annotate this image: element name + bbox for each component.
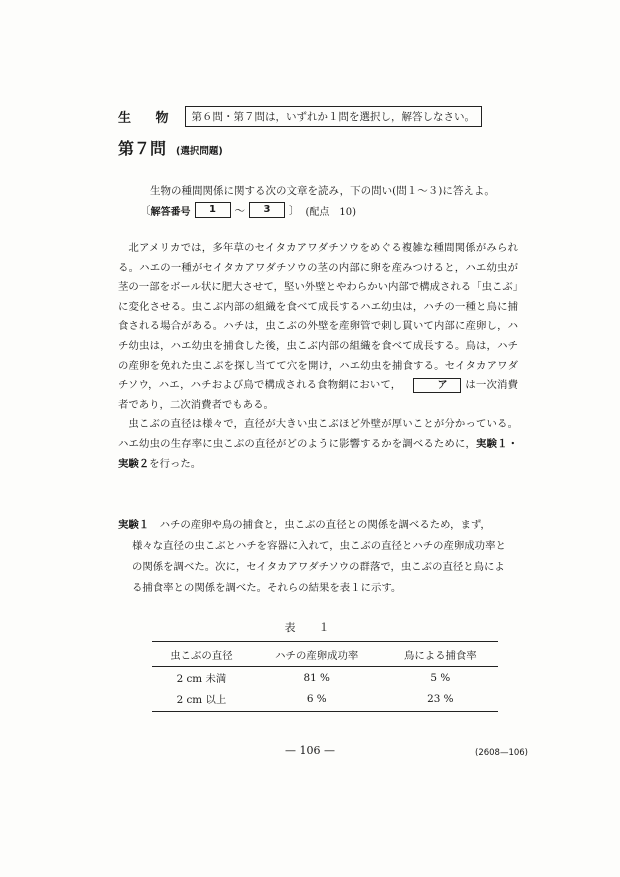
- selection-note: (選択問題): [176, 146, 223, 157]
- page-number: — 106 —: [285, 744, 335, 757]
- experiment-line-3: の関係を調べた。次に，セイタカアワダチソウの群落で，虫こぶの直径と鳥によ: [132, 561, 505, 573]
- table-cell: 2 cm 以上: [152, 688, 251, 712]
- table-header-row: [152, 642, 498, 667]
- page-code: (2608—106): [475, 748, 528, 758]
- question-intro: 生物の種間関係に関する次の文章を読み，下の問い(問１～３)に答えよ。: [150, 185, 495, 197]
- passage: [118, 239, 518, 474]
- table-cell: 6 %: [251, 688, 383, 712]
- table-cell: 23 %: [383, 688, 498, 712]
- answer-box-from: 1: [195, 202, 231, 218]
- instruction-box: 第６問・第７問は，いずれか１問を選択し，解答しなさい。: [185, 106, 483, 127]
- table-header: ハチの産卵成功率: [251, 642, 383, 667]
- question-number: 第７問: [118, 139, 167, 158]
- answer-box-to: 3: [249, 202, 285, 218]
- header-row: [118, 106, 482, 127]
- experiment-text-1: ハチの産卵や鳥の捕食と，虫こぶの直径との関係を調べるため，まず，: [159, 519, 491, 531]
- experiment-line-1: [118, 515, 526, 536]
- close-bracket: 〕: [289, 204, 300, 217]
- passage-text-1: 北アメリカでは，多年草のセイタカアワダチソウをめぐる複雑な種間関係がみられる。ハエの一種がセイタカアワダチソウの茎の内部に卵を産みつけると，ハエ幼虫が茎の一部をボール状に肥大させて，堅い外壁とやわらかい内部で構成される「虫こぶ」に変化させる。虫こぶ内部の組織を食べて成長するハエ幼虫は，ハチの一種と鳥に捕食される場合がある。ハチは，虫こぶの外壁を産卵管で刺し貫いて内部に産卵し，ハチ幼虫は，ハエ幼虫を捕食した後，虫こぶ内部の組織を食べて成長する。鳥は，ハチの産卵を免れた虫こぶを探し当てて穴を開け，ハエ幼虫を捕食する。セイタカアワダチソウ，ハエ，ハチおよび鳥で構成される食物網において，: [118, 242, 518, 392]
- experiment-label: 実験１: [118, 519, 150, 531]
- experiment-line-4: る捕食率との関係を調べた。それらの結果を表１に示す。: [132, 582, 402, 594]
- answer-number-line: [140, 202, 356, 218]
- question-title-row: [118, 136, 223, 159]
- blank-box-a: ア: [413, 378, 461, 393]
- table-caption: 表 １: [284, 621, 336, 634]
- passage-text-2: 虫こぶの直径は様々で，直径が大きい虫こぶほど外壁が厚いことが分かっている。ハエ幼虫の生存率に虫こぶの直径がどのように影響するかを調べるために，: [118, 418, 518, 450]
- experiment-line-2: 様々な直径の虫こぶとハチを容器に入れて，虫こぶの直径とハチの産卵成功率と: [132, 540, 506, 552]
- passage-text-2-end: を行った。: [149, 457, 202, 470]
- table-header: 虫こぶの直径: [152, 642, 251, 667]
- results-table: [152, 641, 498, 712]
- experiment-1: [118, 515, 526, 599]
- table-row: [152, 688, 498, 712]
- table-cell: 81 %: [303, 671, 330, 684]
- table-cell: 2 cm 未満: [176, 673, 227, 685]
- passage-paragraph-2: [118, 415, 518, 474]
- table-cell: 5 %: [430, 671, 451, 684]
- experiment-reference: 実験１・実験２: [118, 437, 518, 470]
- table-header: 鳥による捕食率: [383, 642, 498, 667]
- passage-paragraph-1: [118, 239, 518, 415]
- passage-text-1-end: は一次消費者であり，二次消費者でもある。: [118, 379, 518, 411]
- open-bracket: 〔: [140, 204, 151, 217]
- table-row: [152, 667, 498, 689]
- points-label: (配点 10): [305, 206, 357, 218]
- subject-label: 生 物: [118, 111, 179, 126]
- answer-label: 解答番号: [150, 206, 191, 218]
- answer-tilde: ～: [234, 204, 245, 217]
